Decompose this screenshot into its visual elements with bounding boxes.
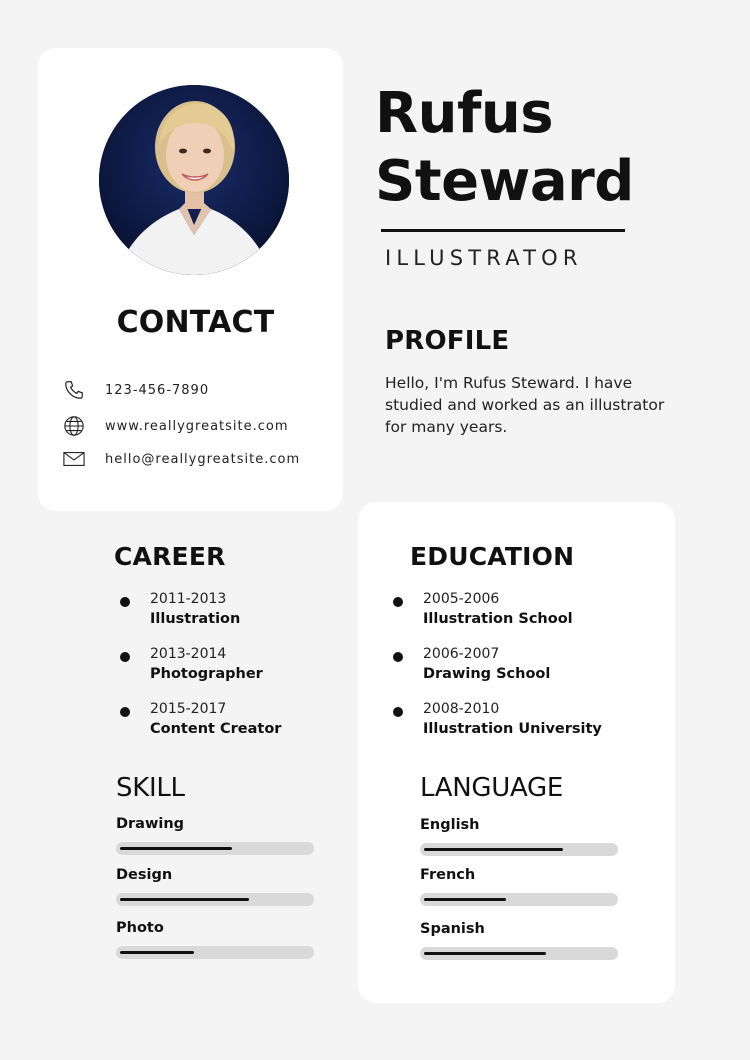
skill-heading: SKILL <box>116 773 185 803</box>
mail-icon <box>62 447 86 471</box>
profile-text: Hello, I'm Rufus Steward. I have studied and worked as an illustrator for many years. <box>385 374 665 436</box>
skill-label: Design <box>116 867 173 883</box>
language-label: Spanish <box>420 921 485 937</box>
profile-photo <box>99 85 289 275</box>
bullet-dot <box>120 597 130 607</box>
education-heading: EDUCATION <box>410 542 575 571</box>
language-bar-fill <box>424 848 563 851</box>
skill-label: Drawing <box>116 816 185 832</box>
education-school: Illustration School <box>423 611 573 627</box>
skill-bar-track <box>116 946 314 959</box>
language-label: French <box>420 867 476 883</box>
name-divider <box>381 229 625 232</box>
language-bar-track <box>420 893 618 906</box>
name-first: Rufus <box>375 81 554 146</box>
profile-heading: PROFILE <box>385 326 510 356</box>
phone-number[interactable]: 123-456-7890 <box>105 382 210 398</box>
career-role: Illustration <box>150 611 241 627</box>
website-link[interactable]: www.reallygreatsite.com <box>105 418 289 434</box>
education-language-card <box>358 502 675 1003</box>
contact-phone-row <box>62 377 209 403</box>
language-bar-fill <box>424 898 506 901</box>
contact-email-row <box>62 446 300 472</box>
skill-bar-track <box>116 842 314 855</box>
career-years: 2011-2013 <box>150 591 227 607</box>
career-heading: CAREER <box>114 542 226 571</box>
bullet-dot <box>120 707 130 717</box>
skill-bar-fill <box>120 847 232 850</box>
career-years: 2013-2014 <box>150 646 227 662</box>
education-school: Drawing School <box>423 666 551 682</box>
education-school: Illustration University <box>423 721 602 737</box>
education-years: 2006-2007 <box>423 646 500 662</box>
bullet-dot <box>120 652 130 662</box>
language-bar-track <box>420 947 618 960</box>
language-label: English <box>420 817 480 833</box>
career-years: 2015-2017 <box>150 701 227 717</box>
contact-heading: CONTACT <box>116 305 275 340</box>
language-heading: LANGUAGE <box>420 773 563 803</box>
contact-web-row <box>62 413 289 439</box>
bullet-dot <box>393 707 403 717</box>
phone-icon <box>62 378 86 402</box>
career-role: Photographer <box>150 666 263 682</box>
name-last: Steward <box>375 149 634 214</box>
bullet-dot <box>393 652 403 662</box>
language-bar-fill <box>424 952 546 955</box>
skill-bar-track <box>116 893 314 906</box>
career-role: Content Creator <box>150 721 282 737</box>
education-years: 2008-2010 <box>423 701 500 717</box>
globe-icon <box>62 414 86 438</box>
bullet-dot <box>393 597 403 607</box>
education-years: 2005-2006 <box>423 591 500 607</box>
job-title: ILLUSTRATOR <box>385 246 583 270</box>
skill-bar-fill <box>120 951 194 954</box>
skill-label: Photo <box>116 920 164 936</box>
language-bar-track <box>420 843 618 856</box>
skill-bar-fill <box>120 898 249 901</box>
email-link[interactable]: hello@reallygreatsite.com <box>105 451 301 467</box>
